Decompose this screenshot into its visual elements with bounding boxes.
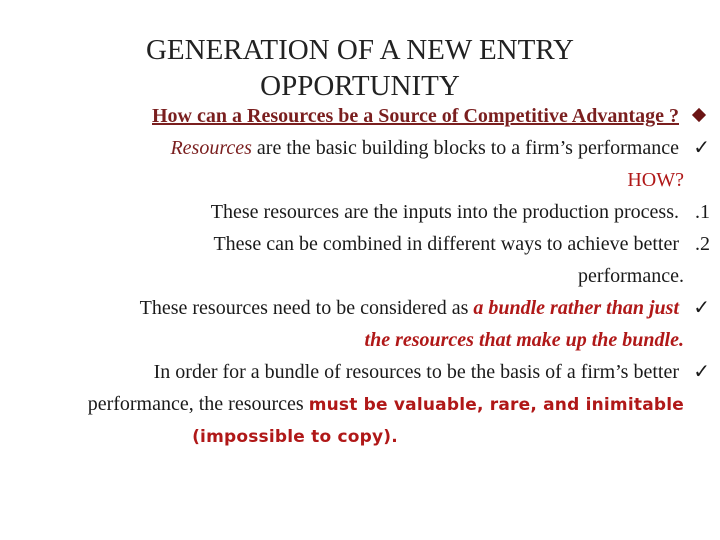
bullet-item-1-cont <box>0 164 710 196</box>
numbered-1-text: These resources are the inputs into the production process. <box>210 201 679 223</box>
check-icon: ✓ <box>693 137 710 159</box>
bullet-item-4 <box>0 356 710 388</box>
numbered-item-2-cont <box>0 260 710 292</box>
bullet-item-3 <box>0 292 710 324</box>
bullet-item-1 <box>0 132 710 164</box>
bullet-1-text: are the basic building blocks to a firm’s performance <box>251 137 679 159</box>
bullet-3-text: These resources need to be considered as <box>139 297 474 319</box>
bullet-item-3-cont <box>0 324 710 356</box>
numbered-2-text: These can be combined in different ways to achieve better <box>213 233 679 255</box>
section-heading: How can a Resources be a Source of Competitive Advantage ? <box>152 105 679 127</box>
bullet-4-text: In order for a bundle of resources to be the basis of a firm’s better <box>153 361 679 383</box>
bullet-4-parenthetical: (impossible to copy). <box>192 427 398 447</box>
numbered-item-2 <box>0 228 710 260</box>
number-marker-1: .1 <box>695 201 710 223</box>
heading-row <box>0 100 710 132</box>
numbered-2-text-cont: performance. <box>577 265 684 287</box>
slide-body <box>0 100 710 452</box>
how-question: HOW? <box>627 169 684 191</box>
slide-title <box>0 32 720 104</box>
bullet-3-emphasis-cont: the resources that make up the bundle. <box>364 329 684 351</box>
bullet-item-4-cont <box>0 388 710 420</box>
bullet-4-emphasis: must be valuable, rare, and inimitable <box>308 395 684 415</box>
bullet-3-emphasis: a bundle rather than just <box>473 297 679 319</box>
check-icon: ✓ <box>693 361 710 383</box>
bullet-item-4-paren <box>0 420 710 452</box>
bullet-4-text-cont: performance, the resources <box>87 393 309 415</box>
numbered-item-1 <box>0 196 710 228</box>
title-line-2: OPPORTUNITY <box>260 70 460 102</box>
check-icon: ✓ <box>693 297 710 319</box>
number-marker-2: .2 <box>695 233 710 255</box>
title-line-1: GENERATION OF A NEW ENTRY <box>145 34 575 66</box>
resources-term: Resources <box>170 137 252 159</box>
diamond-bullet-icon <box>684 100 710 132</box>
